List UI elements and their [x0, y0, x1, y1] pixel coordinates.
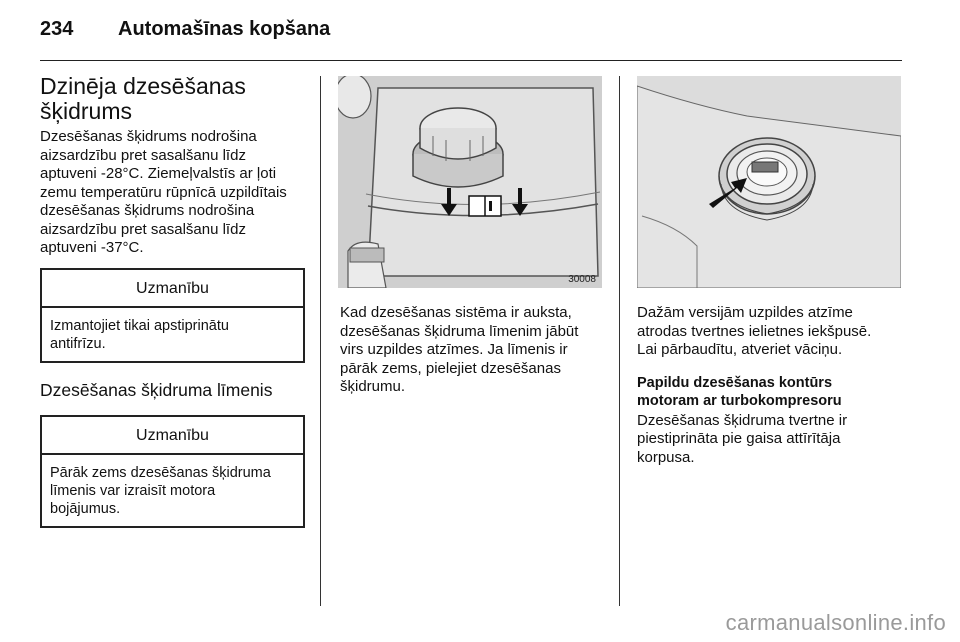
chapter-title: Automašīnas kopšana — [118, 18, 331, 40]
page-header — [40, 18, 330, 48]
page-number: 234 — [40, 18, 74, 40]
column-divider-1 — [320, 76, 321, 606]
turbo-circuit-paragraph: Dzesēšanas šķidruma tvertne ir piestiprināta pie gaisa attīrītāja korpusa. — [637, 411, 848, 466]
notice-title: Uzmanību — [42, 270, 303, 308]
intro-paragraph: Dzesēšanas šķidrums nodrošina aizsardzību pret sasalšanu līdz aptuveni -28°C. Ziemeļvalstīs ar ļoti zemu temperatūru rūpnīcā uzpildītais dzesēšanas šķidrums nodrošina aizsardzību pret sasalšanu līdz aptuveni -37°C. — [40, 128, 287, 256]
figure1-caption: Kad dzesēšanas sistēma ir auksta, dzesēšanas šķidruma līmenim jābūt virs uzpildes atzīmes. Ja līmenis ir pārāk zems, pielejiet dzesēšanas šķidrumu. — [340, 304, 579, 395]
subheading-turbo-circuit: Papildu dzesēšanas kontūrs motoram ar turbokompresoru — [637, 374, 842, 409]
notice-title: Uzmanību — [42, 417, 303, 455]
watermark: carmanualsonline.info — [725, 610, 946, 635]
notice-box-low-level — [40, 415, 305, 528]
notice-box-antifreeze — [40, 268, 305, 363]
column-divider-2 — [619, 76, 620, 606]
section-title: Dzinēja dzesēšanas šķidrums — [40, 73, 246, 124]
notice-text: Pārāk zems dzesēšanas šķidruma līmenis var izraisīt motora bojājumus. — [50, 464, 271, 517]
filler-neck-illustration — [637, 76, 901, 288]
manual-book-icon — [469, 196, 501, 216]
figure-coolant-reservoir — [338, 76, 602, 288]
header-divider — [40, 60, 902, 61]
column-3-text — [637, 304, 902, 467]
figure-filler-neck — [637, 76, 901, 288]
notice-text: Izmantojiet tikai apstiprinātu antifrīzu. — [50, 317, 229, 352]
figure-code: 30008 — [568, 274, 596, 285]
figure2-caption: Dažām versijām uzpildes atzīme atrodas tvertnes ielietnes iekšpusē. Lai pārbaudītu, atveriet vāciņu. — [637, 304, 872, 358]
reservoir-illustration — [338, 76, 602, 288]
subheading-coolant-level: Dzesēšanas šķidruma līmenis — [40, 379, 273, 400]
column-1 — [40, 74, 305, 528]
